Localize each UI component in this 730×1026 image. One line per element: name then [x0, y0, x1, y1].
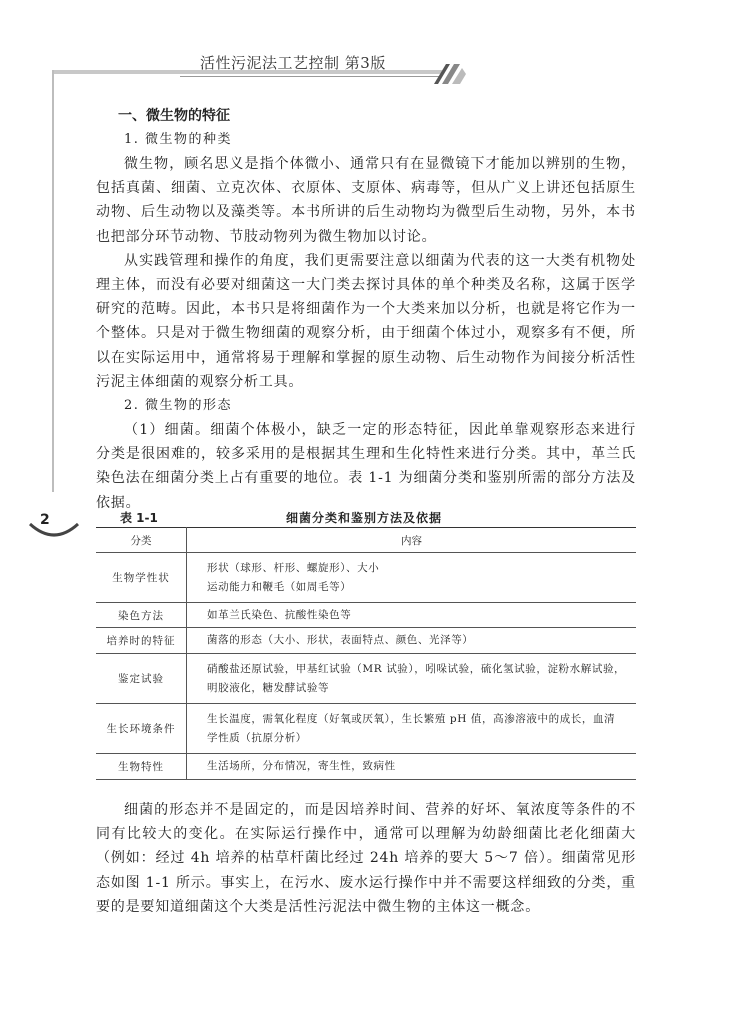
row-content: 生长温度，需氧化程度（好氧或厌氧），生长繁殖 pH 值，高渗溶液中的成长，血清学性质（抗原分析） — [187, 704, 637, 754]
main-text — [96, 104, 636, 515]
paragraph-3: （1）细菌。细菌个体极小，缺乏一定的形态特征，因此单靠观察形态来进行分类是很困难的，较多采用的是根据其生理和生化特性来进行分类。其中，革兰氏染色法在细菌分类上占有重要的地位。表 1-1 为细菌分类和鉴别所需的部分方法及依据。 — [96, 422, 636, 511]
paragraph-1: 微生物，顾名思义是指个体微小、通常只有在显微镜下才能加以辨别的生物，包括真菌、细菌、立克次体、衣原体、支原体、病毒等，但从广义上讲还包括原生动物、后生动物以及藻类等。本书所讲的后生动物均为微型后生动物，另外，本书也把部分环节动物、节肢动物列为微生物加以讨论。 — [96, 156, 636, 245]
table-title: 细菌分类和鉴别方法及依据 — [286, 511, 443, 525]
row-category: 生长环境条件 — [96, 704, 187, 754]
row-category: 染色方法 — [96, 603, 187, 628]
row-content: 硝酸盐还原试验，甲基红试验（MR 试验），吲哚试验，硫化氢试验，淀粉水解试验，明胶液化，糖发酵试验等 — [187, 654, 637, 704]
closing-text — [96, 798, 636, 919]
table-row — [96, 628, 636, 654]
running-header-title: 活性污泥法工艺控制 第3版 — [200, 54, 386, 72]
table-header-row — [96, 528, 636, 553]
row-content: 如革兰氏染色、抗酸性染色等 — [187, 603, 637, 628]
header-content: 内容 — [187, 528, 637, 553]
table-number: 表 1-1 — [120, 511, 158, 525]
row-category: 生物学性状 — [96, 553, 187, 603]
row-content-line: 运动能力和鞭毛（如周毛等） — [207, 580, 352, 593]
table-row — [96, 603, 636, 628]
row-content — [187, 553, 637, 603]
table-row — [96, 754, 636, 780]
row-content: 菌落的形态（大小、形状，表面特点、颜色、光泽等） — [187, 628, 637, 654]
row-category: 生物特性 — [96, 754, 187, 780]
table-caption — [96, 507, 636, 527]
subsection-heading-2: 2. 微生物的形态 — [124, 398, 233, 414]
paragraph-2: 从实践管理和操作的角度，我们更需要注意以细菌为代表的这一大类有机物处理主体，而没有必要对细菌这一大门类去探讨具体的单个种类及名称，这属于医学研究的范畴。因此，本书只是将细菌作为一个大类来加以分析，也就是将它作为一个整体。只是对于微生物细菌的观察分析，由于细菌个体过小，观察多有不便，所以在实际运用中，通常将易于理解和掌握的原生动物、后生动物作为间接分析活性污泥主体细菌的观察分析工具。 — [96, 252, 636, 390]
row-content: 生活场所，分布情况，寄生性，致病性 — [187, 754, 637, 780]
section-heading: 一、微生物的特征 — [118, 108, 230, 124]
subsection-heading-1: 1. 微生物的种类 — [124, 132, 233, 147]
row-category: 培养时的特征 — [96, 628, 187, 654]
table-row — [96, 704, 636, 754]
header-decoration-icon — [432, 60, 468, 88]
header-rule-thin — [180, 76, 442, 77]
table-row — [96, 553, 636, 603]
page-number-curve-icon — [28, 520, 80, 544]
margin-rule — [52, 70, 54, 492]
row-content-line: 形状（球形、杆形、螺旋形）、大小 — [207, 561, 380, 574]
classification-table — [96, 527, 636, 780]
paragraph-4: 细菌的形态并不是固定的，而是因培养时间、营养的好坏、氧浓度等条件的不同有比较大的变化。在实际运行操作中，通常可以理解为幼龄细菌比老化细菌大（例如：经过 4h 培养的枯草杆菌比经过 24h 培养的要大 5～7 倍）。细菌常见形态如图 1-1 所示。事实上，在污水、废水运行操作中并不需要这样细致的分类，重要的是要知道细菌这个大类是活性污泥法中微生物的主体这一概念。 — [96, 802, 636, 915]
row-category: 鉴定试验 — [96, 654, 187, 704]
table-row — [96, 654, 636, 704]
page-number: 2 — [40, 512, 50, 528]
table-1-1 — [96, 507, 636, 780]
header-category: 分类 — [96, 528, 187, 553]
